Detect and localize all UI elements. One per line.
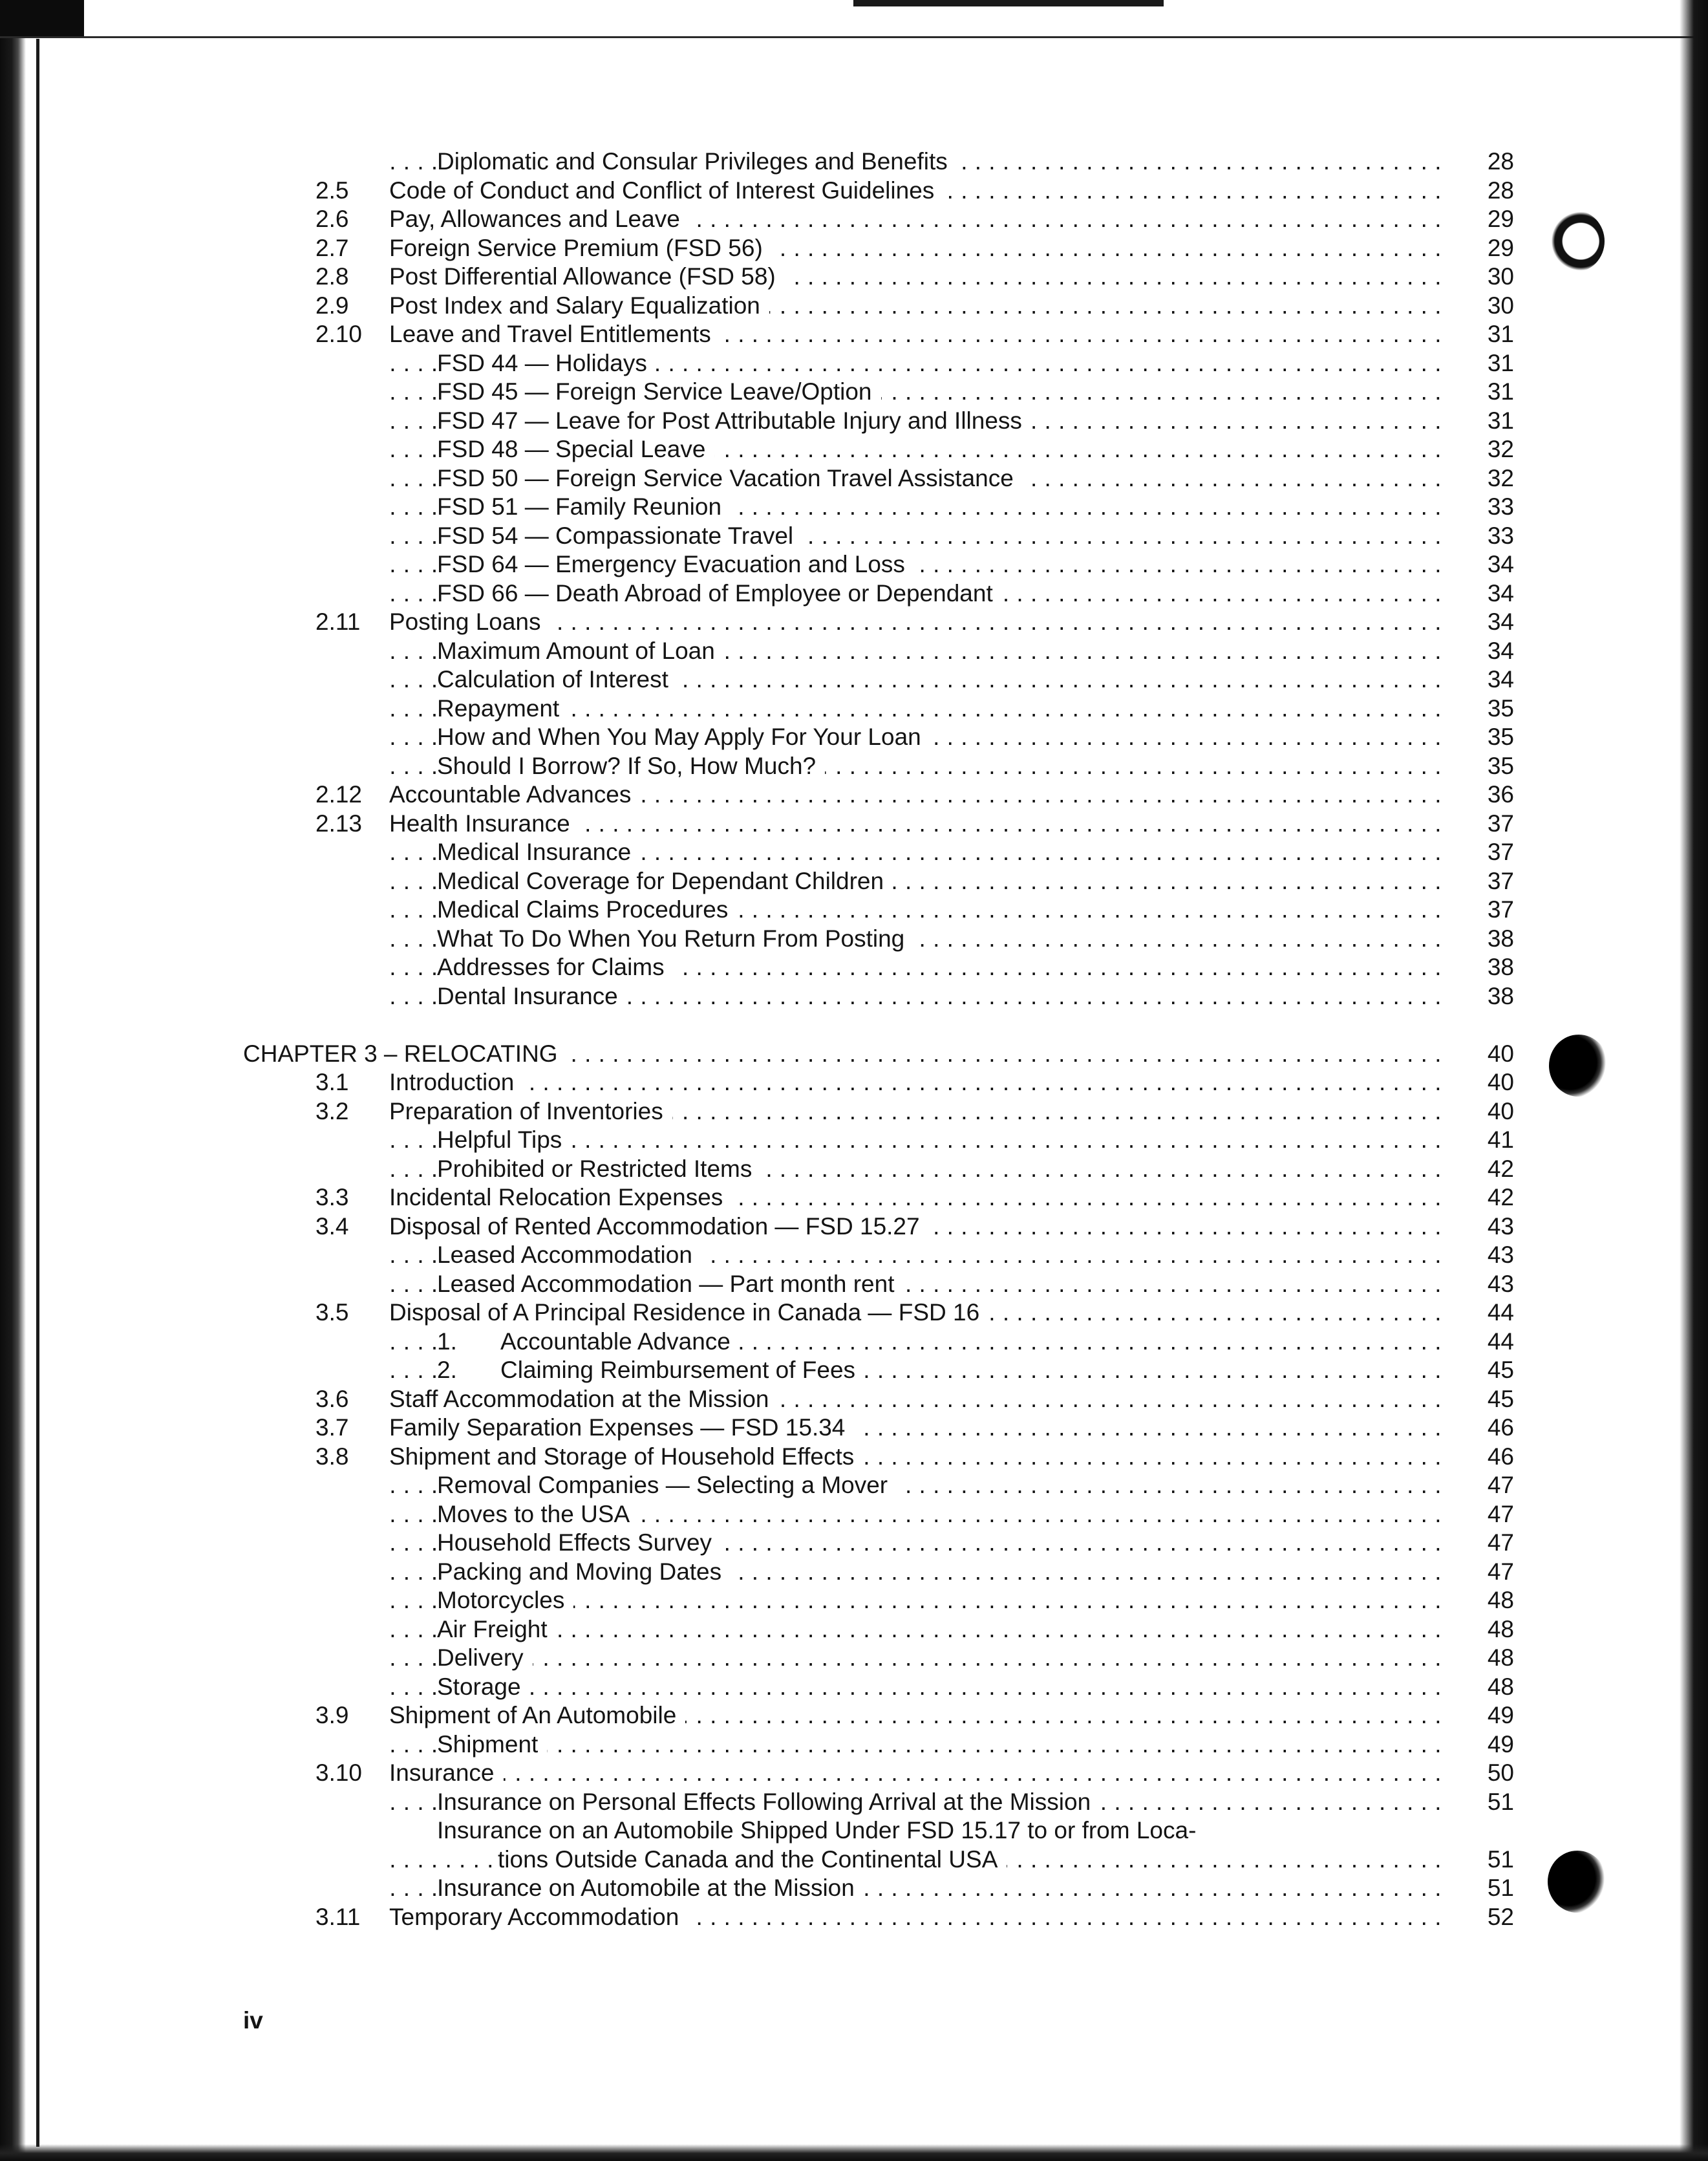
toc-page-number: 32 <box>1462 464 1514 493</box>
toc-entry-title: Insurance on Personal Effects Following Arrival at the Mission <box>437 1788 1100 1817</box>
toc-entry-title: Maximum Amount of Loan <box>437 637 724 666</box>
toc-page-number: 49 <box>1462 1701 1514 1730</box>
toc-row <box>0 1356 1708 1385</box>
toc-entry-title: Health Insurance <box>389 810 579 839</box>
toc-entry-text: Accountable Advance <box>500 1328 731 1355</box>
toc-page-number: 47 <box>1462 1500 1514 1529</box>
toc-entry-title: What To Do When You Return From Posting <box>437 925 913 954</box>
toc-entry-title: Leased Accommodation <box>437 1241 701 1270</box>
toc-entry-title: Medical Claims Procedures <box>437 896 737 925</box>
toc-page-number: 44 <box>1462 1298 1514 1328</box>
toc-entry-title: Air Freight <box>437 1615 557 1644</box>
toc-entry-title: FSD 64 — Emergency Evacuation and Loss <box>437 550 914 579</box>
toc-row <box>0 1845 1708 1875</box>
toc-section-number: 3.6 <box>315 1385 349 1412</box>
toc-row <box>0 378 1708 407</box>
toc-entry-title: Household Effects Survey <box>437 1529 721 1558</box>
toc-row <box>0 1212 1708 1242</box>
toc-entry-title: Code of Conduct and Conflict of Interest Guidelines <box>389 177 943 206</box>
toc-page-number: 30 <box>1462 292 1514 321</box>
toc-entry-title: Addresses for Claims <box>437 953 674 982</box>
toc-row <box>0 1529 1708 1558</box>
toc-dot-leader <box>388 1644 1442 1673</box>
toc-row <box>0 925 1708 954</box>
toc-section-number: 2.11 <box>315 608 361 635</box>
toc-entry-title: Calculation of Interest <box>437 665 678 694</box>
toc-row <box>0 1816 1708 1845</box>
toc-entry-title: FSD 54 — Compassionate Travel <box>437 522 802 551</box>
toc-page-number: 51 <box>1462 1874 1514 1903</box>
toc-page-number: 37 <box>1462 867 1514 896</box>
page-number: iv <box>243 2007 263 2034</box>
toc-row <box>0 550 1708 579</box>
toc-page-number: 41 <box>1462 1126 1514 1155</box>
scan-top-mark <box>853 0 1164 6</box>
toc-section-number: 3.1 <box>315 1069 349 1095</box>
toc-row <box>0 205 1708 234</box>
toc-entry-title: FSD 45 — Foreign Service Leave/Option <box>437 378 881 407</box>
toc-page-number: 40 <box>1462 1097 1514 1126</box>
toc-row <box>0 1558 1708 1587</box>
toc-row <box>0 694 1708 724</box>
toc-entry-title: CHAPTER 3 – RELOCATING <box>243 1040 567 1069</box>
toc-entry-title: Should I Borrow? If So, How Much? <box>437 752 825 781</box>
toc-row <box>0 1673 1708 1702</box>
toc-enum-label: 1. <box>437 1328 457 1355</box>
toc-page-number: 33 <box>1462 522 1514 551</box>
toc-section-number: 3.9 <box>315 1702 349 1728</box>
toc-section-number: 2.10 <box>315 321 363 347</box>
toc-entry-title: Disposal of Rented Accommodation — FSD 15.27 <box>389 1212 929 1242</box>
toc-page-number: 34 <box>1462 550 1514 579</box>
toc-row <box>0 435 1708 464</box>
toc-page-number: 45 <box>1462 1385 1514 1414</box>
toc-section-number: 2.5 <box>315 177 349 204</box>
toc-page-number: 29 <box>1462 205 1514 234</box>
toc-row <box>0 349 1708 378</box>
toc-entry-title: Posting Loans <box>389 608 550 637</box>
toc-entry-title: Leave and Travel Entitlements <box>389 320 720 349</box>
toc-entry-title: Delivery <box>437 1644 533 1673</box>
toc-row <box>0 1011 1708 1040</box>
toc-entry-title: Prohibited or Restricted Items <box>437 1155 761 1184</box>
toc-page-number: 48 <box>1462 1615 1514 1644</box>
toc-section-number: 2.6 <box>315 206 349 232</box>
toc-page-number: 47 <box>1462 1558 1514 1587</box>
toc-entry-title: FSD 51 — Family Reunion <box>437 493 731 522</box>
table-of-contents <box>0 147 1708 1931</box>
toc-entry-title: FSD 47 — Leave for Post Attributable Injury and Illness <box>437 407 1031 436</box>
toc-dot-leader <box>388 1068 1442 1097</box>
toc-entry-title: FSD 48 — Special Leave <box>437 435 714 464</box>
toc-entry-title: Disposal of A Principal Residence in Canada — FSD 16 <box>389 1298 988 1328</box>
toc-dot-leader <box>388 1673 1442 1702</box>
toc-page-number: 36 <box>1462 780 1514 810</box>
toc-page-number: 28 <box>1462 147 1514 177</box>
toc-entry-title: Medical Insurance <box>437 838 640 867</box>
toc-entry-title: Shipment and Storage of Household Effects <box>389 1443 863 1472</box>
toc-page-number: 34 <box>1462 608 1514 637</box>
toc-row <box>0 1298 1708 1328</box>
toc-page-number: 30 <box>1462 263 1514 292</box>
toc-page-number: 44 <box>1462 1328 1514 1357</box>
toc-page-number: 42 <box>1462 1155 1514 1184</box>
toc-page-number: 48 <box>1462 1673 1514 1702</box>
toc-row <box>0 1586 1708 1615</box>
toc-page-number: 31 <box>1462 378 1514 407</box>
toc-entry-title: Repayment <box>437 694 568 724</box>
toc-dot-leader <box>388 1759 1442 1788</box>
toc-page-number: 37 <box>1462 896 1514 925</box>
toc-page-number: 45 <box>1462 1356 1514 1385</box>
toc-section-number: 3.4 <box>315 1212 349 1240</box>
toc-row <box>0 867 1708 896</box>
toc-row <box>0 752 1708 781</box>
toc-row <box>0 637 1708 666</box>
toc-row <box>0 982 1708 1011</box>
toc-entry-title: Pay, Allowances and Leave <box>389 205 689 234</box>
toc-row <box>0 896 1708 925</box>
toc-page-number: 40 <box>1462 1040 1514 1069</box>
toc-page-number: 34 <box>1462 637 1514 666</box>
toc-entry-title: Insurance on Automobile at the Mission <box>437 1874 864 1903</box>
toc-section-number: 2.7 <box>315 234 349 261</box>
toc-section-number: 3.10 <box>315 1759 363 1786</box>
toc-section-number: 2.13 <box>315 810 363 837</box>
toc-row <box>0 608 1708 637</box>
toc-section-number: 3.7 <box>315 1414 349 1441</box>
toc-entry-title: Temporary Accommodation <box>389 1903 688 1932</box>
toc-section-number: 2.12 <box>315 781 363 808</box>
toc-entry-title: FSD 44 — Holidays <box>437 349 656 378</box>
toc-row <box>0 234 1708 263</box>
toc-entry-title: How and When You May Apply For Your Loan <box>437 723 930 752</box>
toc-page-number: 38 <box>1462 925 1514 954</box>
toc-section-number: 3.5 <box>315 1299 349 1326</box>
toc-page-number: 37 <box>1462 810 1514 839</box>
toc-entry-title: Preparation of Inventories <box>389 1097 672 1126</box>
toc-page-number: 43 <box>1462 1212 1514 1242</box>
toc-page-number: 43 <box>1462 1241 1514 1270</box>
toc-row <box>0 1874 1708 1903</box>
toc-entry-title: Insurance on an Automobile Shipped Under FSD 15.17 to or from Loca- <box>437 1816 1205 1845</box>
toc-page-number: 42 <box>1462 1183 1514 1212</box>
toc-chapter-row <box>0 1040 1708 1069</box>
toc-row <box>0 464 1708 493</box>
toc-section-number: 3.2 <box>315 1097 349 1124</box>
toc-row <box>0 780 1708 810</box>
toc-section-number: 3.8 <box>315 1443 349 1470</box>
toc-page-number: 33 <box>1462 493 1514 522</box>
toc-entry-title: Incidental Relocation Expenses <box>389 1183 732 1212</box>
toc-page-number: 31 <box>1462 320 1514 349</box>
toc-row <box>0 1414 1708 1443</box>
toc-row <box>0 407 1708 436</box>
toc-entry-title: Storage <box>437 1673 530 1702</box>
toc-page-number: 46 <box>1462 1414 1514 1443</box>
toc-page-number: 49 <box>1462 1730 1514 1759</box>
toc-page-number: 34 <box>1462 665 1514 694</box>
toc-entry-title: Moves to the USA <box>437 1500 639 1529</box>
toc-page-number: 43 <box>1462 1270 1514 1299</box>
toc-entry-title: Motorcycles <box>437 1586 573 1615</box>
toc-page-number: 40 <box>1462 1068 1514 1097</box>
toc-row <box>0 1759 1708 1788</box>
toc-entry-title: Introduction <box>389 1068 523 1097</box>
toc-row <box>0 723 1708 752</box>
toc-entry-title: FSD 50 — Foreign Service Vacation Travel Assistance <box>437 464 1023 493</box>
scan-edge-top <box>0 0 84 36</box>
toc-entry-title: Leased Accommodation — Part month rent <box>437 1270 903 1299</box>
toc-entry-title: tions Outside Canada and the Continental USA <box>498 1845 1007 1875</box>
toc-entry-title: Shipment of An Automobile <box>389 1701 685 1730</box>
toc-entry-title: Post Index and Salary Equalization <box>389 292 769 321</box>
toc-entry-title: Family Separation Expenses — FSD 15.34 <box>389 1414 854 1443</box>
toc-section-number: 2.8 <box>315 263 349 290</box>
toc-entry-title: Staff Accommodation at the Mission <box>389 1385 778 1414</box>
toc-page-number: 35 <box>1462 723 1514 752</box>
toc-page-number: 31 <box>1462 349 1514 378</box>
toc-row <box>0 263 1708 292</box>
toc-row <box>0 1097 1708 1126</box>
toc-row <box>0 1183 1708 1212</box>
toc-section-number: 2.9 <box>315 292 349 319</box>
toc-row <box>0 1270 1708 1299</box>
toc-page-number: 38 <box>1462 982 1514 1011</box>
toc-entry-title: FSD 66 — Death Abroad of Employee or Dependant <box>437 579 1002 608</box>
toc-row <box>0 1385 1708 1414</box>
toc-row <box>0 1730 1708 1759</box>
toc-page-number: 35 <box>1462 752 1514 781</box>
toc-row <box>0 1701 1708 1730</box>
toc-entry-title: Removal Companies — Selecting a Mover <box>437 1471 897 1500</box>
toc-page-number: 34 <box>1462 579 1514 608</box>
toc-page-number: 48 <box>1462 1644 1514 1673</box>
toc-page-number: 38 <box>1462 953 1514 982</box>
toc-row <box>0 665 1708 694</box>
scan-edge-top-line <box>0 36 1708 38</box>
toc-row <box>0 292 1708 321</box>
toc-page-number: 31 <box>1462 407 1514 436</box>
toc-entry-title: Insurance <box>389 1759 504 1788</box>
toc-row <box>0 147 1708 177</box>
toc-section-number: 3.11 <box>315 1903 361 1930</box>
toc-entry-title <box>437 1328 740 1357</box>
toc-entry-title: Diplomatic and Consular Privileges and Benefits <box>437 147 957 177</box>
toc-entry-title: Foreign Service Premium (FSD 56) <box>389 234 772 263</box>
toc-entry-title: Dental Insurance <box>437 982 627 1011</box>
toc-row <box>0 1443 1708 1472</box>
toc-entry-title: Accountable Advances <box>389 780 640 810</box>
toc-entry-title: Packing and Moving Dates <box>437 1558 731 1587</box>
toc-page-number: 47 <box>1462 1529 1514 1558</box>
toc-page-number: 35 <box>1462 694 1514 724</box>
scan-edge-bottom <box>0 2144 1708 2161</box>
toc-row <box>0 522 1708 551</box>
toc-row <box>0 320 1708 349</box>
toc-entry-title: Shipment <box>437 1730 547 1759</box>
toc-page-number: 50 <box>1462 1759 1514 1788</box>
toc-page-number: 52 <box>1462 1903 1514 1932</box>
toc-row <box>0 177 1708 206</box>
toc-row <box>0 1788 1708 1817</box>
toc-row <box>0 810 1708 839</box>
toc-row <box>0 1068 1708 1097</box>
toc-row <box>0 838 1708 867</box>
toc-section-number: 3.3 <box>315 1184 349 1210</box>
toc-entry-title <box>437 1356 864 1385</box>
toc-entry-title: Post Differential Allowance (FSD 58) <box>389 263 785 292</box>
toc-page-number: 28 <box>1462 177 1514 206</box>
toc-row <box>0 1155 1708 1184</box>
toc-page-number: 48 <box>1462 1586 1514 1615</box>
toc-row <box>0 1471 1708 1500</box>
toc-page-number: 32 <box>1462 435 1514 464</box>
toc-row <box>0 1241 1708 1270</box>
toc-row <box>0 1500 1708 1529</box>
toc-row <box>0 1328 1708 1357</box>
toc-row <box>0 1615 1708 1644</box>
toc-row <box>0 1644 1708 1673</box>
toc-page-number: 47 <box>1462 1471 1514 1500</box>
toc-page-number: 51 <box>1462 1788 1514 1817</box>
toc-page-number: 29 <box>1462 234 1514 263</box>
toc-row <box>0 953 1708 982</box>
toc-entry-title: Helpful Tips <box>437 1126 571 1155</box>
toc-entry-title: Medical Coverage for Dependant Children <box>437 867 893 896</box>
toc-entry-text: Claiming Reimbursement of Fees <box>500 1357 856 1383</box>
toc-row <box>0 579 1708 608</box>
toc-row <box>0 1126 1708 1155</box>
toc-page-number: 37 <box>1462 838 1514 867</box>
toc-row <box>0 1903 1708 1932</box>
toc-page-number: 46 <box>1462 1443 1514 1472</box>
toc-row <box>0 493 1708 522</box>
toc-enum-label: 2. <box>437 1357 457 1383</box>
toc-page-number: 51 <box>1462 1845 1514 1875</box>
